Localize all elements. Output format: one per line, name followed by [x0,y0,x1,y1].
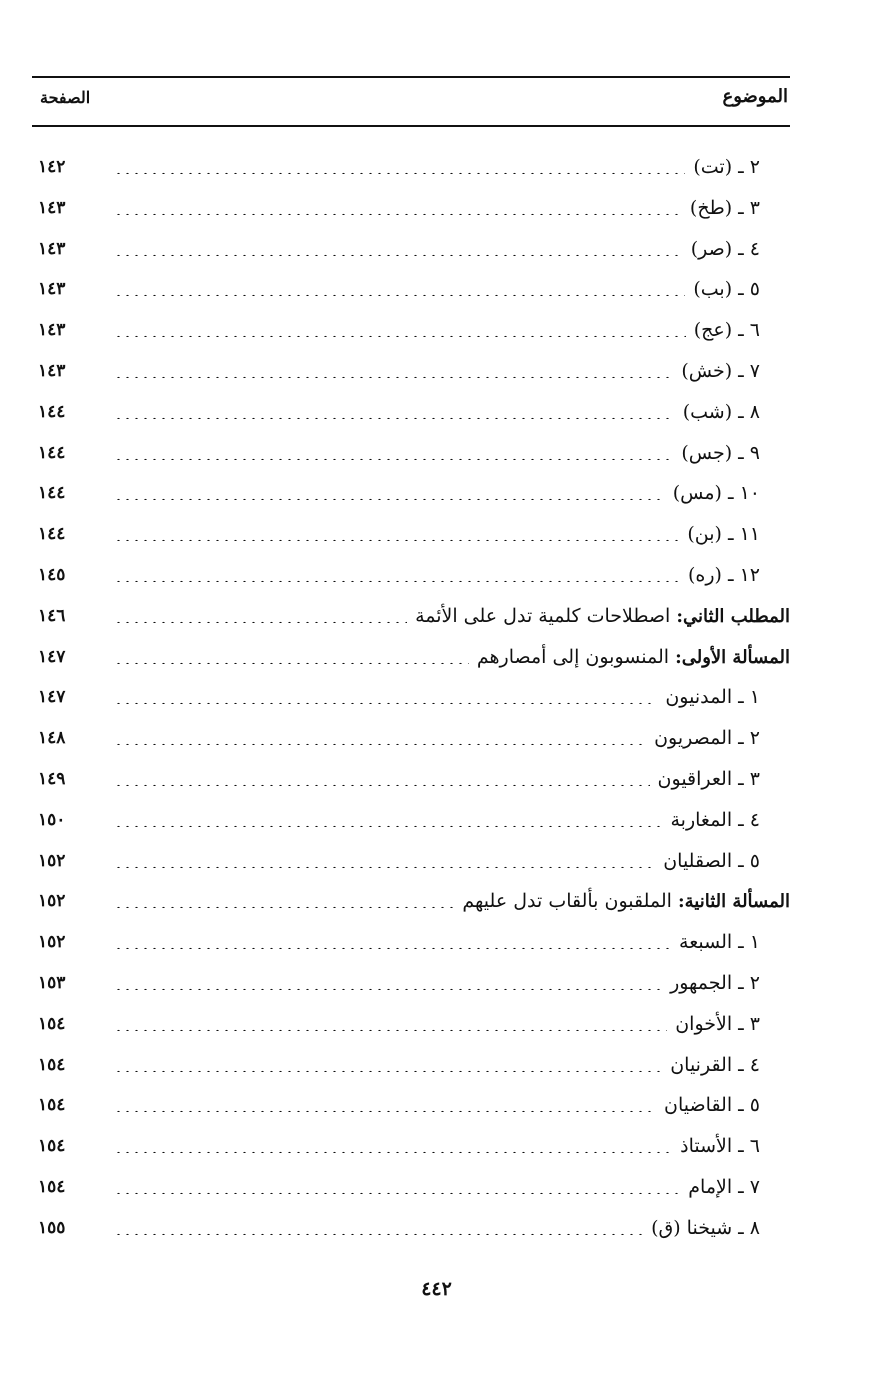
toc-leader-dots [114,376,673,378]
toc-entry-text: ١٢ ـ (ره) [687,564,760,586]
header-top-rule [32,76,790,78]
toc-row [38,966,790,1000]
toc-leader-dots [114,213,682,215]
toc-entry-text: ٨ ـ شيخنا (ق) [651,1216,760,1239]
toc-entry-text: اصطلاحات كلمية تدل على الأئمة [415,604,671,627]
toc-page-number: ١٤٣ [38,361,66,381]
toc-row [38,232,790,266]
toc-entry-text: ٣ ـ الأخوان [675,1012,760,1035]
toc-entry [679,931,760,953]
toc-entry-text: ١ ـ المدنيون [665,686,760,709]
toc-row [38,517,790,551]
toc-leader-dots [114,335,686,337]
toc-entry [681,442,760,464]
toc-entry-text: ٦ ـ (عج) [693,319,760,342]
toc-page-number: ١٥٤ [38,1177,66,1197]
toc-entry-text: ٣ ـ (طخ) [689,196,760,219]
toc-entry [691,238,760,260]
toc-page-number: ١٤٣ [38,279,66,300]
toc-leader-dots [114,947,671,949]
toc-row [38,1007,790,1041]
toc-entry-text: ٩ ـ (جس) [681,441,760,464]
toc-page-number: ١٤٤ [38,442,66,463]
toc-leader-dots [114,294,685,296]
toc-entry-text: ٧ ـ الإمام [688,1176,760,1198]
toc-row [38,272,790,306]
toc-page-number: ١٥٢ [38,932,66,953]
toc-page-number: ١٥٥ [38,1217,66,1238]
toc-page-number: ١٤٥ [38,565,66,585]
toc-row [38,680,790,714]
toc-leader-dots [114,1151,672,1153]
toc-page-number: ١٤٣ [38,197,66,218]
toc-entry-text: ٥ ـ (بب) [693,278,760,301]
toc-page-number: ١٤٤ [38,524,66,545]
toc-row [38,884,790,918]
toc-entry-heading-label: المسألة الثانية: [678,891,790,913]
toc-entry [693,278,760,300]
toc-row [38,476,790,510]
toc-leader-dots [114,172,685,174]
toc-row [38,803,790,837]
toc-page-number: ١٥٤ [38,1095,66,1116]
toc-entry [415,605,790,627]
toc-entry [670,972,760,994]
toc-entry [683,401,760,423]
toc-page-number: ١٤٧ [38,687,66,708]
toc-row [38,313,790,347]
toc-entry-text: ٣ ـ العراقيون [657,768,760,790]
header-bottom-rule [32,125,790,127]
toc-row [38,436,790,470]
toc-row [38,354,790,388]
toc-entry-text: ٤ ـ القرنيان [670,1053,760,1076]
toc-page-number: ١٥٤ [38,1013,66,1034]
toc-page-number: ١٥٤ [38,1136,66,1157]
toc-entry [658,768,760,790]
toc-page-number: ١٤٣ [38,238,66,259]
toc-entry-text: ١١ ـ (بن) [687,523,760,546]
toc-page-number: ١٤٧ [38,646,66,667]
toc-row [38,1088,790,1122]
toc-row [38,762,790,796]
toc-leader-dots [114,743,646,745]
toc-row [38,558,790,592]
toc-leader-dots [114,1029,667,1031]
toc-row [38,599,790,633]
toc-entry [675,1013,760,1035]
toc-page-number: ١٥٢ [38,891,66,912]
toc-page-number: ١٥٢ [38,850,66,871]
toc-leader-dots [114,1070,662,1072]
header-subject-label: الموضوع [722,86,788,107]
toc-row [38,925,790,959]
toc-page-number: ١٤٤ [38,401,66,422]
toc-entry-text: ٢ ـ المصريون [654,727,760,750]
toc-entry-text: ٢ ـ (تت) [693,156,760,178]
toc-entry-text: ٥ ـ الصقليان [663,849,760,872]
toc-page-number: ١٤٢ [38,157,66,177]
toc-page-number: ١٥٤ [38,1054,66,1075]
toc-page-number: ١٥٠ [38,809,66,830]
toc-row [38,150,790,184]
toc-entry-text: ٥ ـ القاضيان [664,1094,760,1117]
toc-entry [665,686,760,708]
toc-leader-dots [114,1192,680,1194]
toc-entry [673,482,760,504]
toc-entry [670,809,760,831]
toc-entry-text: ١٠ ـ (مس) [672,482,760,505]
toc-entry-text: ٨ ـ (شب) [682,400,760,423]
toc-leader-dots [114,662,469,664]
toc-entry [688,564,760,586]
toc-entry-text: الملقبون بألقاب تدل عليهم [462,890,672,913]
toc-entry [694,319,760,341]
folio-page-number: ٤٤٢ [421,1278,452,1300]
toc-leader-dots [114,621,407,623]
toc-leader-dots [114,458,673,460]
toc-entry [670,1054,760,1076]
toc-page-number: ١٤٦ [38,605,66,626]
toc-entry [651,1217,760,1239]
toc-leader-dots [114,254,683,256]
toc-leader-dots [114,498,665,500]
toc-row [38,1170,790,1204]
toc-row [38,1211,790,1245]
toc-entry [688,1176,760,1198]
toc-leader-dots [114,866,655,868]
toc-leader-dots [114,702,657,704]
toc-entry-text: ١ ـ السبعة [679,931,760,954]
toc-leader-dots [114,417,675,419]
toc-entry [690,197,760,219]
toc-entry [687,523,760,545]
toc-page-number: ١٤٨ [38,728,66,749]
toc-entry [654,727,760,749]
toc-entry-heading-label: المطلب الثاني: [676,605,790,627]
toc-entry [663,850,760,872]
toc-entry [681,360,760,382]
toc-entry [462,890,790,912]
toc-row [38,640,790,674]
header-page-label: الصفحة [40,88,91,107]
toc-page-number: ١٤٤ [38,483,66,504]
toc-row [38,395,790,429]
toc-entry-text: ٦ ـ الأستاذ [680,1135,760,1158]
toc-leader-dots [114,580,680,582]
toc-entry-heading-label: المسألة الأولى: [675,646,790,668]
toc-entry-text: ٤ ـ المغاربة [670,808,760,831]
toc-entry [680,1135,760,1157]
toc-entry [664,1094,760,1116]
toc-page-number: ١٥٣ [38,973,66,993]
toc-row [38,721,790,755]
toc-page-number: ١٤٣ [38,320,66,341]
toc-entry-text: ٢ ـ الجمهور [670,972,760,994]
toc-leader-dots [114,784,650,786]
toc-entry-text: المنسوبون إلى أمصارهم [476,645,670,668]
toc-entry [693,156,760,178]
toc-row [38,191,790,225]
toc-row [38,844,790,878]
toc-entry-text: ٧ ـ (خش) [681,360,760,382]
toc-entry-text: ٤ ـ (صر) [690,237,760,260]
toc-leader-dots [114,906,454,908]
toc-row [38,1129,790,1163]
toc-leader-dots [114,1110,656,1112]
toc-leader-dots [114,825,662,827]
toc-leader-dots [114,539,679,541]
toc-row [38,1048,790,1082]
toc-leader-dots [114,988,662,990]
toc-page-number: ١٤٩ [38,769,66,789]
toc-entry [477,646,790,668]
toc-leader-dots [114,1233,643,1235]
